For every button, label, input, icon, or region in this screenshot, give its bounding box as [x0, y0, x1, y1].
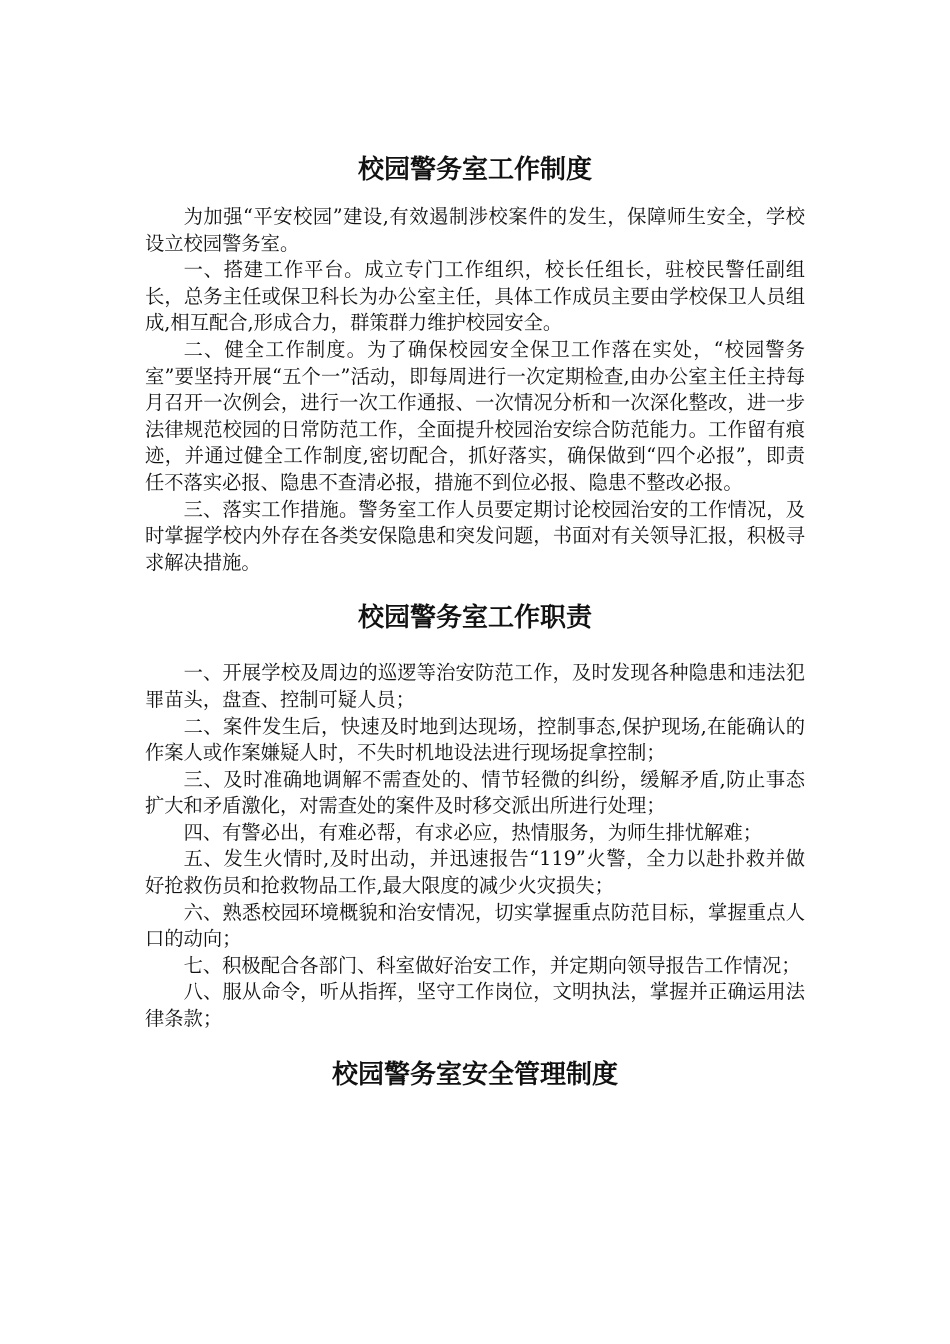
duty-item: 二、案件发生后，快速及时地到达现场，控制事态,保护现场,在能确认的作案人或作案嫌疑人时，不失时机地设法进行现场捉拿控制； — [145, 714, 805, 765]
duty-item: 五、发生火情时,及时出动，并迅速报告“119”火警，全力以赴扑救并做好抢救伤员和抢救物品工作,最大限度的减少火灾损失； — [145, 847, 805, 898]
paragraph-platform: 一、搭建工作平台。成立专门工作组织，校长任组长，驻校民警任副组长，总务主任或保卫科长为办公室主任，具体工作成员主要由学校保卫人员组成,相互配合,形成合力，群策群力维护校园安全。 — [145, 258, 805, 335]
duty-item: 七、积极配合各部门、科室做好治安工作，并定期向领导报告工作情况； — [183, 953, 801, 977]
duty-item: 四、有警必出，有难必帮，有求必应，热情服务，为师生排忧解难； — [183, 820, 763, 844]
duty-item: 一、开展学校及周边的巡逻等治安防范工作，及时发现各种隐患和违法犯罪苗头，盘查、控制可疑人员； — [145, 661, 805, 711]
section-title-work-system: 校园警务室工作制度 — [357, 155, 592, 185]
duty-item: 三、及时准确地调解不需查处的、情节轻微的纠纷，缓解矛盾,防止事态扩大和矛盾激化，对需查处的案件及时移交派出所进行处理； — [145, 767, 805, 818]
paragraph-system: 二、健全工作制度。为了确保校园安全保卫工作落在实处，“校园警务室”要坚持开展“五个一”活动，即每周进行一次定期检查,由办公室主任主持每月召开一次例会，进行一次工作通报、一次情况分析和一次深化整改，进一步法律规范校园的日常防范工作，全面提升校园治安综合防范能力。工作留有痕迹，并通过健全工作制度,密切配合，抓好落实，确保做到“四个必报”，即责任不落实必报、隐患不查清必报，措施不到位必报、隐患不整改必报。 — [145, 337, 805, 494]
section-title-duties: 校园警务室工作职责 — [357, 603, 592, 634]
section-title-safety-management: 校园警务室安全管理制度 — [331, 1059, 618, 1090]
paragraph-measures: 三、落实工作措施。警务室工作人员要定期讨论校园治安的工作情况，及时掌握学校内外存在各类安保隐患和突发问题，书面对有关领导汇报，积极寻求解决措施。 — [145, 497, 805, 574]
paragraph-intro: 为加强“平安校园”建设,有效遏制涉校案件的发生，保障师生安全，学校设立校园警务室。 — [145, 205, 805, 255]
document-content — [145, 150, 805, 1095]
duty-item: 八、服从命令，听从指挥，坚守工作岗位，文明执法，掌握并正确运用法律条款； — [145, 980, 805, 1031]
duty-item: 六、熟悉校园环境概貌和治安情况，切实掌握重点防范目标，掌握重点人口的动向； — [145, 900, 805, 951]
